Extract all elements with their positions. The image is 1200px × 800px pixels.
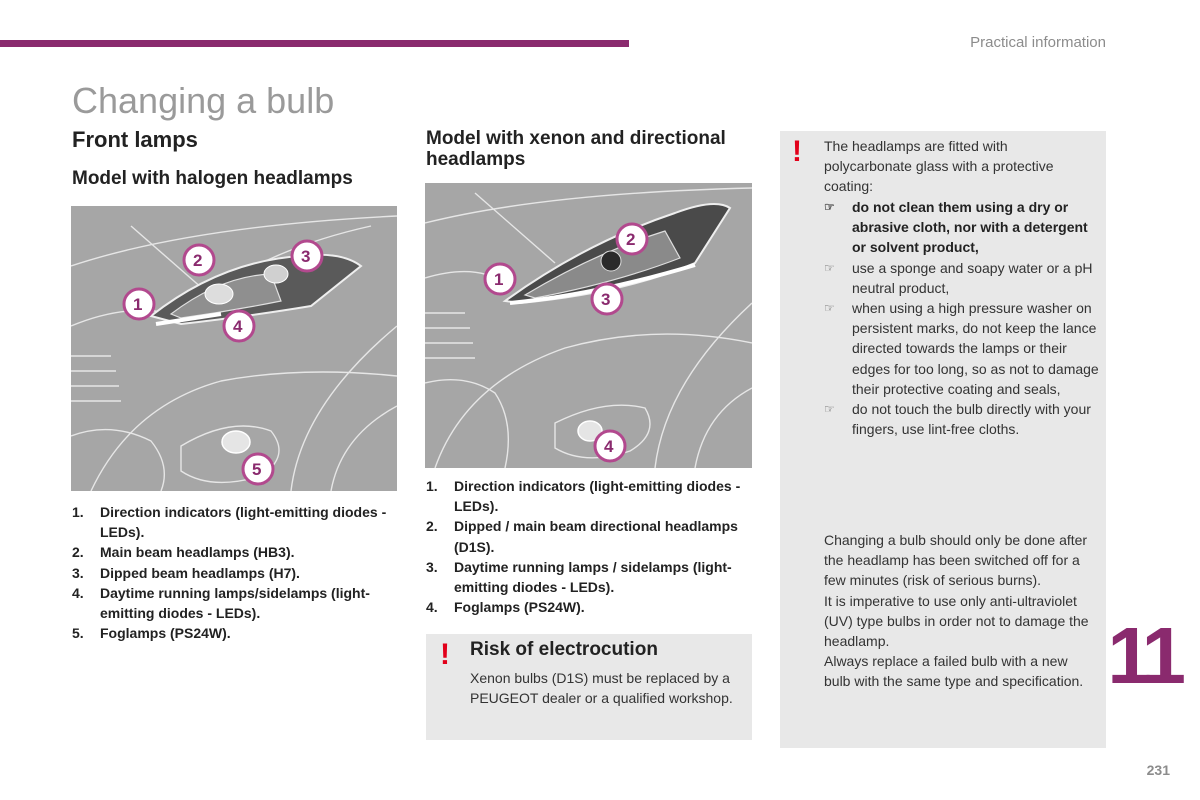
list-item	[72, 623, 402, 643]
svg-text:3: 3	[601, 290, 611, 309]
item-text: Direction indicators (light-emitting diodes - LEDs).	[454, 478, 741, 515]
svg-text:5: 5	[252, 460, 262, 479]
section-header: Practical information	[970, 34, 1106, 51]
item-number: 3.	[426, 558, 438, 575]
list-item	[426, 597, 746, 617]
halogen-marker-4	[224, 311, 254, 341]
chapter-color-bar	[0, 40, 629, 47]
pointing-hand-icon: ☞	[824, 260, 835, 275]
page-number: 231	[1146, 762, 1170, 778]
item-text: Daytime running lamps / sidelamps (light-emitting diodes - LEDs).	[454, 558, 732, 596]
item-text: Foglamps (PS24W).	[454, 599, 585, 616]
halogen-marker-5	[243, 454, 273, 484]
item-text: Direction indicators (light-emitting diodes - LEDs).	[100, 504, 387, 541]
bulb-change-notes	[824, 530, 1094, 692]
list-item	[72, 563, 402, 583]
page-title: Changing a bulb	[72, 80, 335, 121]
risk-title: Risk of electrocution	[470, 639, 658, 660]
xenon-legend	[426, 476, 746, 617]
list-item	[824, 399, 1104, 439]
pointing-hand-icon: ☞	[824, 402, 835, 417]
svg-text:2: 2	[193, 251, 203, 270]
item-number: 5.	[72, 625, 84, 642]
svg-text:3: 3	[301, 247, 311, 266]
warning-icon: !	[792, 135, 802, 168]
halogen-marker-3	[292, 241, 322, 271]
xenon-marker-3	[592, 284, 622, 314]
halogen-headlamp-illustration	[71, 206, 397, 491]
item-text: when using a high pressure washer on persistent marks, do not keep the lance directed towards the lamps or their edges for too long, so as not to damage their protective coating and seals,	[852, 300, 1099, 397]
item-number: 2.	[426, 518, 438, 535]
pointing-hand-icon: ☞	[824, 301, 835, 316]
halogen-marker-1	[124, 289, 154, 319]
xenon-marker-4	[595, 431, 625, 461]
risk-text: Xenon bulbs (D1S) must be replaced by a PEUGEOT dealer or a qualified workshop.	[470, 670, 733, 707]
item-text: Foglamps (PS24W).	[100, 625, 231, 642]
note-paragraph: Changing a bulb should only be done after the headlamp has been switched off for a few minutes (risk of serious burns).	[824, 532, 1088, 589]
list-item	[426, 516, 746, 556]
item-number: 4.	[72, 584, 84, 601]
pointing-hand-icon: ☞	[824, 200, 835, 214]
svg-text:1: 1	[494, 270, 504, 289]
item-number: 1.	[426, 478, 438, 494]
item-text: Daytime running lamps/sidelamps (light-emitting diodes - LEDs).	[100, 584, 370, 622]
item-text: Dipped beam headlamps (H7).	[100, 564, 300, 581]
xenon-marker-1	[485, 264, 515, 294]
xenon-marker-2	[617, 224, 647, 254]
xenon-heading: Model with xenon and directional headlamps	[426, 128, 726, 170]
note-paragraph: It is imperative to use only anti-ultraviolet (UV) type bulbs in order not to damage the headlamp.	[824, 592, 1089, 650]
halogen-marker-2	[184, 245, 214, 275]
svg-text:4: 4	[604, 437, 614, 456]
list-item	[426, 557, 746, 597]
svg-text:2: 2	[626, 230, 636, 249]
risk-warning-box	[426, 634, 752, 740]
chapter-number: 11	[1107, 611, 1180, 700]
list-item	[824, 197, 1104, 258]
halogen-legend	[72, 502, 402, 643]
item-text: do not clean them using a dry or abrasive cloth, nor with a detergent or solvent product,	[852, 199, 1088, 256]
svg-text:4: 4	[233, 317, 243, 336]
item-text: do not touch the bulb directly with your fingers, use lint-free cloths.	[852, 401, 1091, 438]
xenon-headlamp-illustration	[425, 183, 752, 468]
list-item	[72, 583, 402, 623]
front-lamps-heading: Front lamps	[72, 127, 198, 152]
warning-icon: !	[440, 638, 450, 671]
list-item	[426, 476, 746, 516]
svg-text:1: 1	[133, 295, 143, 314]
item-number: 2.	[72, 544, 84, 561]
list-item	[824, 298, 1104, 399]
item-number: 3.	[72, 564, 84, 581]
item-text: Dipped / main beam directional headlamps (D1S).	[454, 518, 738, 555]
note-paragraph: Always replace a failed bulb with a new bulb with the same type and specification.	[824, 653, 1084, 690]
warning-intro: The headlamps are fitted with polycarbonate glass with a protective coating:	[824, 138, 1054, 195]
halogen-heading: Model with halogen headlamps	[72, 168, 353, 189]
list-item	[72, 542, 402, 562]
list-item	[824, 258, 1104, 298]
headlamp-care-panel	[780, 131, 1106, 748]
item-text: use a sponge and soapy water or a pH neutral product,	[852, 259, 1093, 296]
item-text: Main beam headlamps (HB3).	[100, 544, 295, 561]
care-bullet-list	[824, 197, 1104, 439]
item-number: 1.	[72, 504, 84, 520]
list-item	[72, 502, 402, 542]
item-number: 4.	[426, 599, 438, 616]
